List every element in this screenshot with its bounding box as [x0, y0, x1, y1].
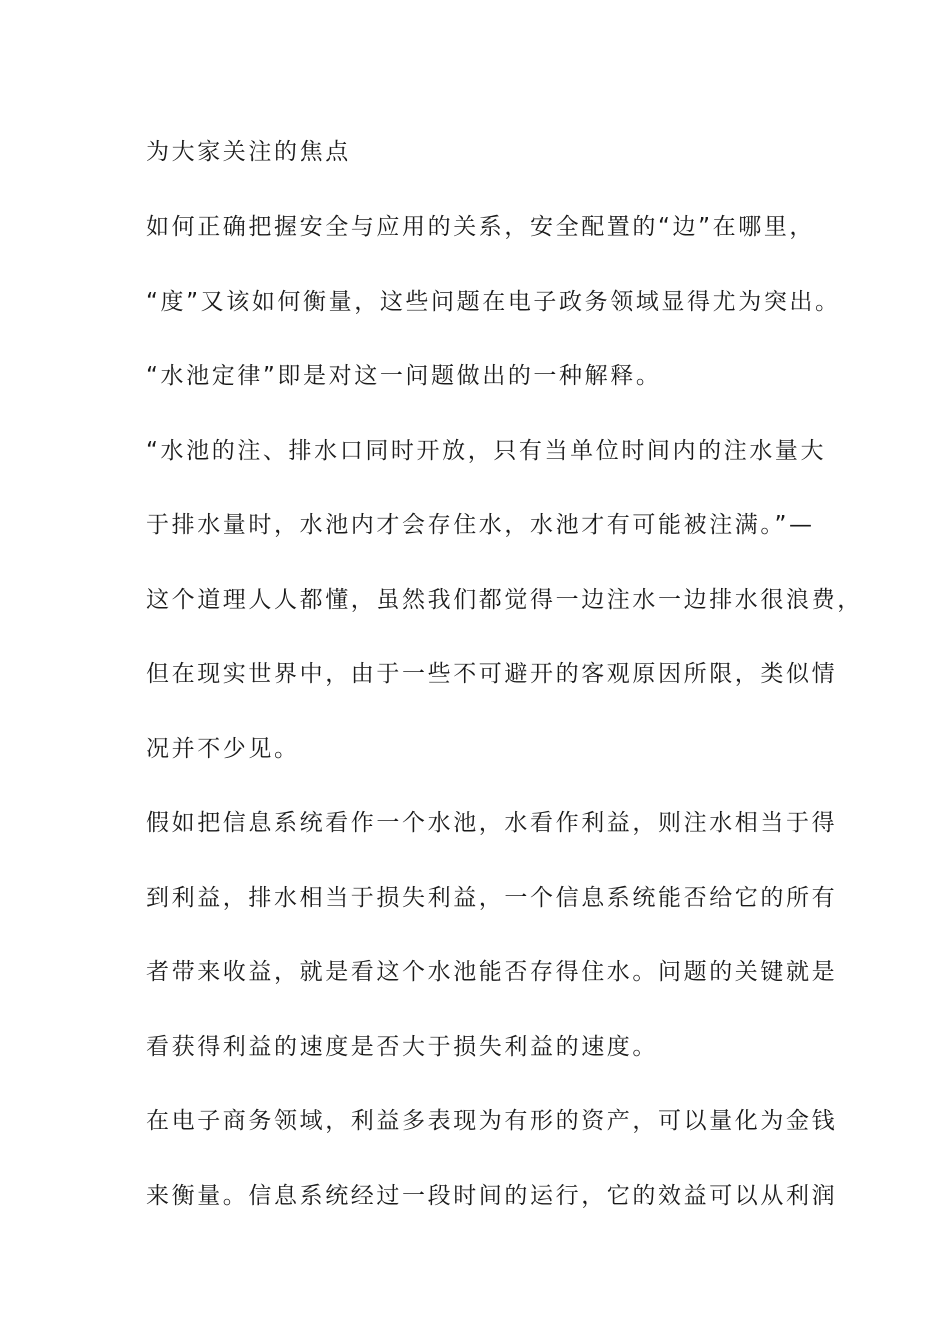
text-line: 到利益，排水相当于损失利益，一个信息系统能否给它的所有	[146, 885, 838, 911]
text-line: 看获得利益的速度是否大于损失利益的速度。	[146, 1034, 658, 1060]
text-line: 于排水量时，水池内才会存住水，水池才有可能被注满。”—	[146, 512, 815, 538]
text-line: 这个道理人人都懂，虽然我们都觉得一边注水一边排水很浪费，	[146, 587, 863, 613]
text-line: 但在现实世界中，由于一些不可避开的客观原因所限，类似情	[146, 661, 838, 687]
text-line: 来衡量。信息系统经过一段时间的运行，它的效益可以从利润	[146, 1183, 838, 1209]
text-line: 况并不少见。	[146, 736, 300, 762]
text-line: “水池的注、排水口同时开放，只有当单位时间内的注水量大	[146, 438, 827, 464]
text-line: 者带来收益，就是看这个水池能否存得住水。问题的关键就是	[146, 959, 838, 985]
text-line: 在电子商务领域，利益多表现为有形的资产，可以量化为金钱	[146, 1108, 838, 1134]
text-line: 假如把信息系统看作一个水池，水看作利益，则注水相当于得	[146, 810, 838, 836]
text-line: 如何正确把握安全与应用的关系，安全配置的“边”在哪里，	[146, 214, 816, 240]
text-line: 为大家关注的焦点	[146, 139, 351, 165]
text-line: “度”又该如何衡量，这些问题在电子政务领域显得尤为突出。	[146, 289, 841, 315]
text-line: “水池定律”即是对这一问题做出的一种解释。	[146, 363, 662, 389]
